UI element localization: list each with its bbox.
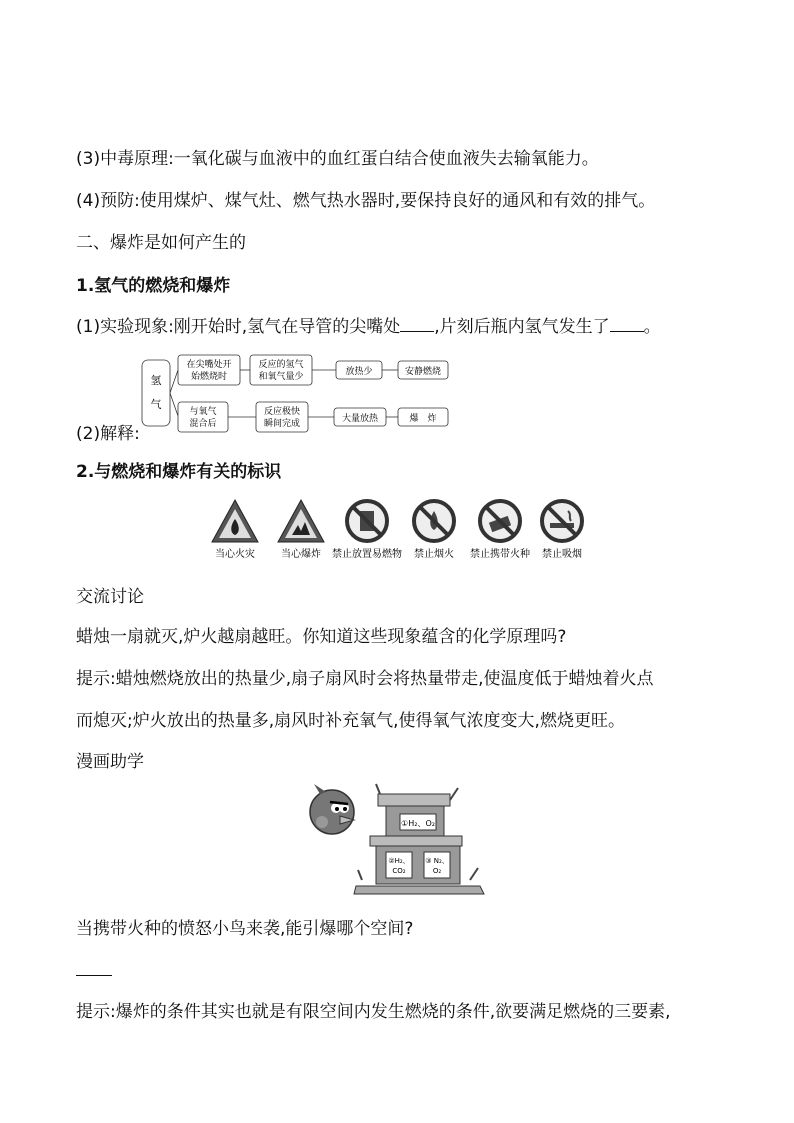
flow-root-box: [142, 360, 170, 426]
flow-root-char-2: 气: [150, 398, 162, 411]
flow-top-2a: 反应的氢气: [258, 360, 304, 370]
discussion-question: 蜡烛一扇就灭,炉火越扇越旺。你知道这些现象蕴含的化学原理吗?: [76, 627, 567, 647]
safety-signs-row: [208, 497, 588, 563]
flow-bottom-2b: 瞬间完成: [263, 419, 301, 429]
flow-bottom-1a: 与氧气: [189, 407, 217, 417]
box3-label-b: O₂: [432, 867, 442, 875]
comic-question: 当携带火种的愤怒小鸟来袭,能引爆哪个空间?: [76, 919, 414, 939]
angry-bird-comic: [300, 780, 490, 900]
flow-top-3: 放热少: [345, 367, 373, 377]
no-matches-icon: [480, 501, 520, 541]
hint-line-2: 而熄灭;炉火放出的热量多,扇风时补充氧气,使得氧气浓度变大,燃烧更旺。: [76, 711, 625, 731]
flow-bottom-4: 爆 炸: [409, 414, 437, 424]
hint-line-3: 提示:爆炸的条件其实也就是有限空间内发生燃烧的条件,欲要满足燃烧的三要素,: [76, 1002, 671, 1022]
subheading-signs: 2.与燃烧和爆炸有关的标识: [76, 462, 282, 482]
explanation-label: (2)解释:: [76, 424, 140, 444]
sign-label-2: 当心爆炸: [281, 549, 321, 560]
experiment-text-a: (1)实验现象:刚开始时,氢气在导管的尖嘴处: [76, 317, 401, 337]
answer-blank-3: [76, 975, 112, 976]
answer-blank-1: [400, 315, 434, 332]
fire-warning-icon: [212, 500, 258, 542]
experiment-phenomenon: [76, 315, 661, 339]
flow-root-char-1: 氢: [150, 374, 162, 387]
flow-top-1a: 在尖嘴处开: [186, 360, 232, 370]
hint-line-1: 提示:蜡烛燃烧放出的热量少,扇子扇风时会将热量带走,使温度低于蜡烛着火点: [76, 669, 654, 689]
flow-top-1b: 始燃烧时: [190, 372, 228, 382]
hydrogen-flow-diagram: [140, 350, 450, 440]
flow-top-2b: 和氧气量少: [258, 372, 304, 382]
paragraph-poison-principle: (3)中毒原理:一氧化碳与血液中的血红蛋白结合使血液失去输氧能力。: [76, 149, 599, 169]
flow-branch-lines: [170, 370, 178, 416]
no-smoking-icon: [542, 501, 582, 541]
comic-title: 漫画助学: [76, 752, 144, 772]
flow-bottom-2a: 反应极快: [263, 407, 301, 417]
box1-label: ①H₂、O₂: [401, 819, 435, 828]
no-flammables-icon: [347, 501, 387, 541]
sign-label-6: 禁止吸烟: [542, 549, 582, 560]
box2-label-b: CO₂: [392, 867, 406, 875]
explosion-warning-icon: [278, 500, 324, 542]
sign-label-5: 禁止携带火种: [470, 549, 530, 560]
section-heading: 二、爆炸是如何产生的: [76, 233, 246, 253]
sign-label-1: 当心火灾: [215, 549, 255, 560]
no-fire-icon: [414, 501, 454, 541]
flow-top-4: 安静燃烧: [404, 367, 442, 377]
discussion-title: 交流讨论: [76, 587, 144, 607]
subheading-hydrogen: 1.氢气的燃烧和爆炸: [76, 276, 231, 296]
experiment-text-c: 。: [643, 317, 661, 337]
paragraph-prevention: (4)预防:使用煤炉、煤气灶、燃气热水器时,要保持良好的通风和有效的排气。: [76, 191, 656, 211]
answer-blank-2: [610, 315, 644, 332]
box3-label-a: ③ N₂、: [425, 857, 449, 865]
flow-bottom-1b: 混合后: [189, 419, 217, 429]
sign-label-3: 禁止放置易燃物: [332, 549, 402, 560]
experiment-text-b: ,片刻后瓶内氢气发生了: [434, 317, 610, 337]
box2-label-a: ②H₂、: [388, 857, 410, 865]
angry-bird-icon: [310, 784, 354, 834]
sign-label-4: 禁止烟火: [414, 549, 454, 560]
flow-bottom-3: 大量放热: [341, 414, 379, 424]
wooden-structure: [354, 784, 484, 894]
